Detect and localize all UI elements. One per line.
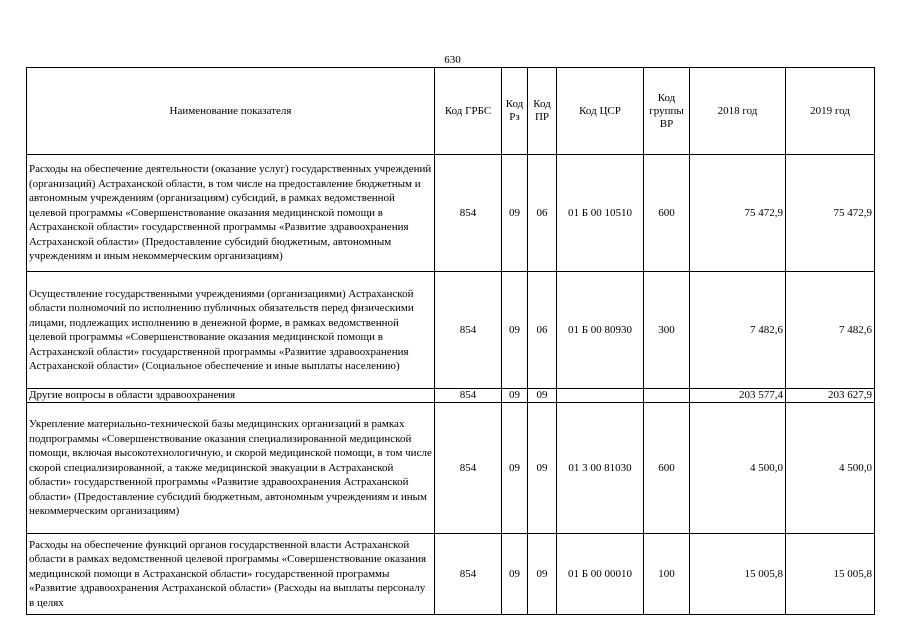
- row-2018: 15 005,8: [690, 534, 786, 615]
- row-csr: 01 3 00 81030: [557, 403, 644, 534]
- header-rz: [502, 68, 528, 155]
- row-name: Расходы на обеспечение деятельности (оказание услуг) государственных учреждений (организаций) Астраханской области, в том числе на предоставление бюджетным и автономным учреждениям (организациям) субсидий, в рамках ведомственной целевой программы «Совершенствование оказания медицинской помощи в Астраханской области» государственной программы «Развитие здравоохранения Астраханской области» (Предоставление субсидий бюджетным, автономным учреждениям и иным некоммерческим организациям): [27, 155, 435, 272]
- row-grbs: 854: [435, 272, 502, 389]
- header-vr-2: группы: [649, 104, 684, 117]
- row-vr: 600: [644, 403, 690, 534]
- row-name: Другие вопросы в области здравоохранения: [27, 389, 435, 403]
- header-pr-top: Код: [533, 98, 551, 110]
- table-row: [27, 155, 875, 272]
- table-row: [27, 272, 875, 389]
- row-2019: 15 005,8: [786, 534, 875, 615]
- page-number: 630: [444, 54, 461, 66]
- row-grbs: 854: [435, 534, 502, 615]
- table-row: [27, 389, 875, 403]
- table-row: [27, 403, 875, 534]
- row-pr: 06: [528, 272, 557, 389]
- row-rz: 09: [502, 155, 528, 272]
- header-vr: [644, 68, 690, 155]
- row-name: Укрепление материально-технической базы медицинских организаций в рамках подпрограммы «Совершенствование оказания специализированной медицинской помощи, включая высокотехнологичную, и скорой медицинской помощи, в том числе скорой специализированной, а также медицинской эвакуации в Астраханской области» государственной программы «Развитие здравоохранения Астраханской области» (Предоставление субсидий бюджетным, автономным учреждениям и иным некоммерческим организациям): [27, 403, 435, 534]
- row-2019: 75 472,9: [786, 155, 875, 272]
- row-vr: 100: [644, 534, 690, 615]
- row-rz: 09: [502, 272, 528, 389]
- row-2018: 203 577,4: [690, 389, 786, 403]
- table-row: [27, 534, 875, 615]
- row-pr: 09: [528, 389, 557, 403]
- row-vr: 300: [644, 272, 690, 389]
- row-csr: [557, 389, 644, 403]
- row-grbs: 854: [435, 155, 502, 272]
- row-grbs: 854: [435, 389, 502, 403]
- header-vr-1: Код: [657, 91, 676, 104]
- header-rz-bottom: Рз: [509, 111, 520, 123]
- table-header-row: [27, 68, 875, 155]
- row-name: Осуществление государственными учреждениями (организациями) Астраханской области полномочий по исполнению публичных обязательств перед физическими лицами, подлежащих исполнению в денежной форме, в рамках ведомственной целевой программы «Совершенствование оказания медицинской помощи в Астраханской области» государственной программы «Развитие здравоохранения Астраханской области» (Социальное обеспечение и иные выплаты населению): [27, 272, 435, 389]
- header-csr: Код ЦСР: [557, 68, 644, 155]
- row-2019: 203 627,9: [786, 389, 875, 403]
- row-pr: 09: [528, 403, 557, 534]
- header-pr-bottom: ПР: [534, 111, 550, 123]
- row-csr: 01 Б 00 10510: [557, 155, 644, 272]
- row-name: Расходы на обеспечение функций органов государственной власти Астраханской области в рамках ведомственной целевой программы «Совершенствование оказания медицинской помощи в Астраханской области» государственной программы «Развитие здравоохранения Астраханской области» (Расходы на выплаты персоналу в целях: [27, 534, 435, 615]
- row-2019: 7 482,6: [786, 272, 875, 389]
- row-csr: 01 Б 00 00010: [557, 534, 644, 615]
- row-rz: 09: [502, 403, 528, 534]
- row-2019: 4 500,0: [786, 403, 875, 534]
- header-grbs: Код ГРБС: [435, 68, 502, 155]
- header-pr: [528, 68, 557, 155]
- row-pr: 09: [528, 534, 557, 615]
- row-rz: 09: [502, 389, 528, 403]
- header-rz-top: Код: [505, 98, 524, 110]
- row-csr: 01 Б 00 80930: [557, 272, 644, 389]
- row-vr: [644, 389, 690, 403]
- row-2018: 75 472,9: [690, 155, 786, 272]
- header-vr-3: ВР: [659, 117, 674, 130]
- header-2019: 2019 год: [786, 68, 875, 155]
- row-vr: 600: [644, 155, 690, 272]
- row-2018: 7 482,6: [690, 272, 786, 389]
- header-2018: 2018 год: [690, 68, 786, 155]
- row-rz: 09: [502, 534, 528, 615]
- budget-table: [26, 67, 875, 615]
- row-pr: 06: [528, 155, 557, 272]
- header-name: Наименование показателя: [27, 68, 435, 155]
- row-grbs: 854: [435, 403, 502, 534]
- row-2018: 4 500,0: [690, 403, 786, 534]
